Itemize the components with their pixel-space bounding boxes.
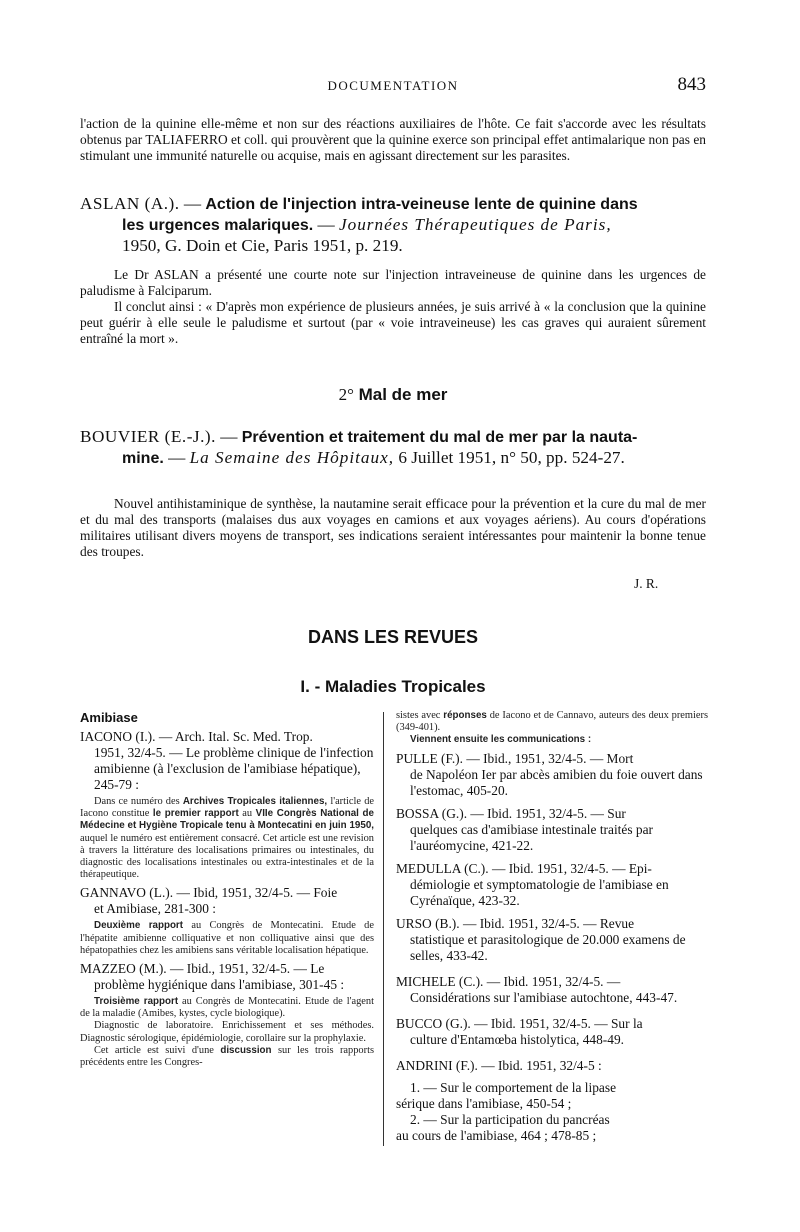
bouvier-title-line2: mine. xyxy=(122,450,164,467)
note-bold: VIIe Congrès National de Médecine et Hygiène Tropicale tenu à Montecatini en juin 1950, xyxy=(80,808,374,832)
andrini-item-1: 1. — Sur le comportement de la lipase xyxy=(410,1079,617,1095)
andrini-item-2-cont: au cours de l'amibiase, 464 ; 478-85 ; xyxy=(396,1127,597,1143)
mazzeo-entry xyxy=(80,961,374,993)
aslan-reference xyxy=(80,194,706,256)
urso-line: URSO (B.). — Ibid. 1951, 32/4-5. — Revue xyxy=(396,915,635,931)
note-text: sistes avec xyxy=(396,710,444,721)
dash: — xyxy=(163,448,190,467)
bouvier-reference xyxy=(80,427,706,469)
andrini-line: ANDRINI (F.). — Ibid. 1951, 32/4-5 : xyxy=(396,1057,602,1073)
note-text: l'article de Iacono constitue xyxy=(80,796,374,820)
page-number: 843 xyxy=(677,74,706,95)
note-text: au xyxy=(238,808,256,820)
note-bold: Archives Tropicales italiennes, xyxy=(182,796,328,807)
aslan-paragraph-1: Le Dr ASLAN a présenté une courte note sur l'injection intraveineuse de quinine dans les urgences de paludisme à Falciparum. xyxy=(80,267,706,298)
maladies-heading: I. - Maladies Tropicales xyxy=(300,677,486,696)
signature: J. R. xyxy=(634,576,659,591)
aslan-pub: 1950, G. Doin et Cie, Paris 1951, p. 219. xyxy=(122,236,403,255)
note-text: de Iacono et de Cannavo, auteurs des deux premiers (349-401). xyxy=(396,710,709,734)
mazzeo-rest: problème hygiénique dans l'amibiase, 301-45 : xyxy=(94,977,345,993)
aslan-author: ASLAN (A.). xyxy=(80,194,180,213)
note-bold: réponses xyxy=(443,710,487,721)
bucco-line: BUCCO (G.). — Ibid. 1951, 32/4-5. — Sur la xyxy=(396,1015,643,1031)
note-bold: Troisième rapport xyxy=(94,996,179,1008)
note-bold: le premier rapport xyxy=(152,808,239,820)
michele-rest: Considérations sur l'amibiase autochtone, 443-47. xyxy=(410,989,678,1005)
michele-line: MICHELE (C.). — Ibid. 1951, 32/4-5. — xyxy=(396,973,621,989)
bucco-rest: culture d'Entamœba histolytica, 448-49. xyxy=(410,1031,625,1047)
bouvier-pub: 6 Juillet 1951, n° 50, pp. 524-27. xyxy=(398,448,625,467)
urso-entry xyxy=(396,916,708,964)
aslan-title-line1: Action de l'injection intra-veineuse lente de quinine dans xyxy=(205,196,638,213)
aslan-title-line2: les urgences malariques. xyxy=(122,217,314,234)
andrini-entry xyxy=(396,1058,708,1144)
medulla-entry xyxy=(396,861,708,909)
revues-heading: DANS LES REVUES xyxy=(307,627,479,647)
gannavo-note xyxy=(80,920,374,957)
note-text: Cet article est suivi d'une xyxy=(94,1044,221,1056)
dash: — xyxy=(313,215,339,234)
section-number: 2° xyxy=(338,385,354,404)
bucco-entry xyxy=(396,1016,708,1048)
bossa-line: BOSSA (G.). — Ibid. 1951, 32/4-5. — Sur xyxy=(396,805,626,821)
right-column xyxy=(396,710,708,1147)
amibiase-heading: Amibiase xyxy=(80,710,138,725)
communications-note xyxy=(396,734,708,746)
bossa-entry xyxy=(396,806,708,854)
note-text: auquel le numéro est entièrement consacré. Cet article est une revision à travers la littérature des localisations primaires ou intestinales, du diagnostic des localisations intestinales ou extra-intestinales et de la thérapeutique. xyxy=(80,832,374,881)
pulle-line: PULLE (F.). — Ibid., 1951, 32/4-5. — Mort xyxy=(396,750,634,766)
mazzeo-note-1 xyxy=(80,996,374,1020)
bouvier-title-line1: Prévention et traitement du mal de mer par la nauta- xyxy=(241,429,638,446)
iacono-entry xyxy=(80,729,374,793)
urso-rest: statistique et parasitologique de 20.000 examens de selles, 433-42. xyxy=(410,931,686,963)
iacono-note xyxy=(80,796,374,881)
aslan-journal: Journées Thérapeutiques de Paris, xyxy=(338,215,612,234)
column-separator xyxy=(383,712,384,1146)
pulle-rest: de Napoléon Ier par abcès amibien du foie ouvert dans l'estomac, 405-20. xyxy=(410,766,703,798)
section-title: Mal de mer xyxy=(358,385,448,404)
mazzeo-note-3 xyxy=(80,1045,374,1069)
gannavo-line: GANNAVO (L.). — Ibid, 1951, 32/4-5. — Foie xyxy=(80,885,338,901)
intro-paragraph: l'action de la quinine elle-même et non sur des réactions auxiliaires de l'hôte. Ce fait s'accorde avec les résultats obtenus par TALIAFERRO et coll. qui prouvèrent que la quinine exerce son principal effet antimalarique non pas en stimulant une immunité naturelle ou acquise, mais en agissant directement sur les parasites. xyxy=(80,116,706,163)
michele-entry xyxy=(396,974,708,1006)
andrini-item-2: 2. — Sur la participation du pancréas xyxy=(410,1111,610,1127)
bouvier-journal: La Semaine des Hôpitaux, xyxy=(189,448,395,467)
note-bold: Deuxième rapport xyxy=(94,920,184,932)
note-text: Dans ce numéro des xyxy=(94,796,183,807)
gannavo-rest: et Amibiase, 281-300 : xyxy=(94,901,216,917)
iacono-rest: 1951, 32/4-5. — Le problème clinique de l'infection amibienne (à l'exclusion de l'amibiase hépatique), 245-79 : xyxy=(94,745,374,792)
gannavo-entry xyxy=(80,885,374,917)
dash: — xyxy=(179,194,206,213)
section-2-heading xyxy=(80,385,706,405)
bossa-rest: quelques cas d'amibiase intestinale traités par l'auréomycine, 421-22. xyxy=(410,821,653,853)
pulle-entry xyxy=(396,751,708,799)
continuation-note xyxy=(396,710,708,734)
medulla-rest: démiologie et symptomatologie de l'amibiase en Cyrénaïque, 423-32. xyxy=(410,876,669,908)
andrini-item-1-cont: sérique dans l'amibiase, 450-54 ; xyxy=(396,1095,572,1111)
note-text: au Congrès de Montecatini. Etude de l'agent de la maladie (Amibes, kystes, cycle biologique). xyxy=(80,996,374,1020)
mazzeo-line: MAZZEO (M.). — Ibid., 1951, 32/4-5. — Le xyxy=(80,961,325,977)
note-bold: discussion xyxy=(220,1044,272,1056)
iacono-line: IACONO (I.). — Arch. Ital. Sc. Med. Trop. xyxy=(80,729,313,744)
aslan-paragraph-2: Il conclut ainsi : « D'après mon expérience de plusieurs années, je suis arrivé à « la conclusion que la quinine peut guérir à elle seule le paludisme et surtout (par « voie intraveineuse) les cas graves qui auraient sûrement entraîné la mort ». xyxy=(80,299,706,346)
left-column xyxy=(80,710,374,1073)
medulla-line: MEDULLA (C.). — Ibid. 1951, 32/4-5. — Epi- xyxy=(396,860,652,876)
running-title: DOCUMENTATION xyxy=(327,78,459,93)
note-text: sur les trois rapports précédents entre les Congres- xyxy=(80,1044,374,1069)
note-bold: Viennent ensuite les communications : xyxy=(410,734,592,746)
bouvier-paragraph: Nouvel antihistaminique de synthèse, la nautamine serait efficace pour la prévention et la cure du mal de mer et du mal des transports (malaises dus aux voyages en camions et aux voyages aériens). Au cours d'opérations militaires utilisant divers moyens de transport, ses indications seraient intéressantes pour maintenir la bonne tenue des troupes. xyxy=(80,496,706,559)
bouvier-author: BOUVIER (E.-J.). xyxy=(80,427,216,446)
mazzeo-note-2: Diagnostic de laboratoire. Enrichissement et ses méthodes. Diagnostic sérologique, épidémiologie, corollaire sur la prophylaxie. xyxy=(80,1020,374,1044)
dash: — xyxy=(215,427,242,446)
page-header xyxy=(80,74,706,100)
note-text: au Congrès de Montecatini. Etude de l'hépatite amibienne colliquative et non colliquative ainsi que des hépatopathies chez les amibiens sans véritable localisation hépatique. xyxy=(80,920,374,956)
